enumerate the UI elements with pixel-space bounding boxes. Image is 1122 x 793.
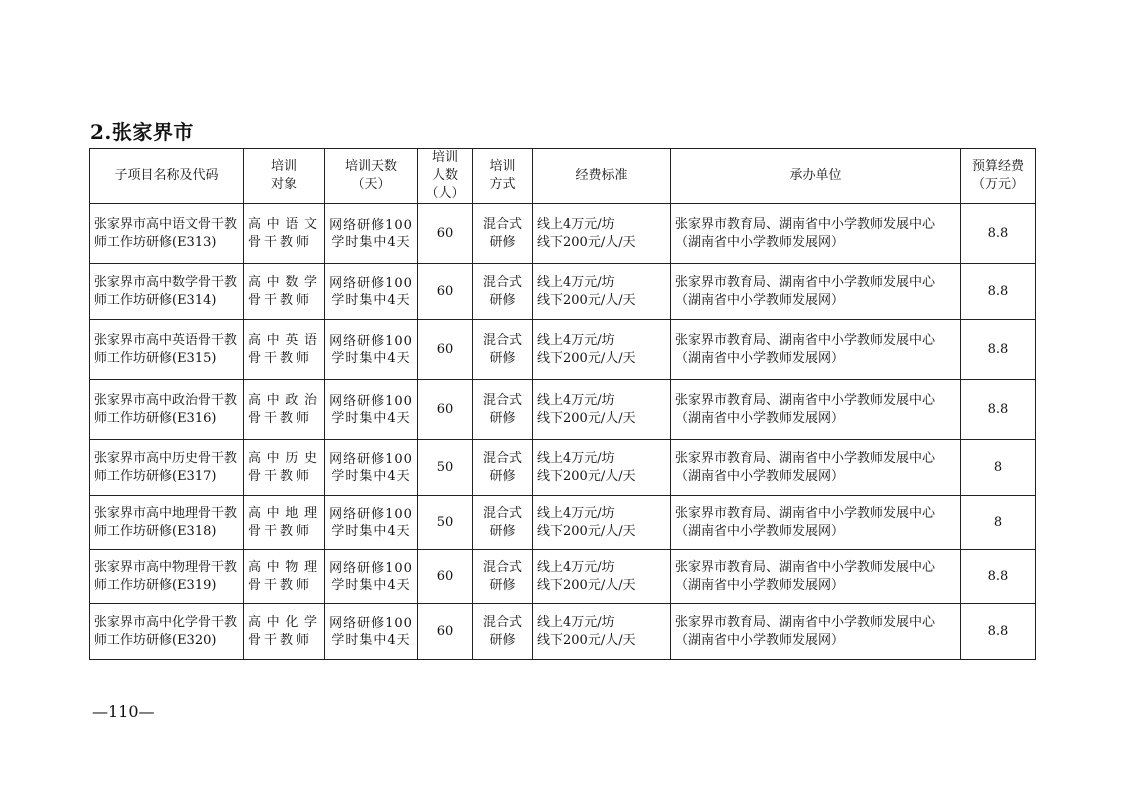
cell-project-name: 张家界市高中政治骨干教师工作坊研修(E316) <box>90 380 244 440</box>
cell-organizer: 张家界市教育局、湖南省中小学教师发展中心（湖南省中小学教师发展网） <box>671 496 961 550</box>
standard-online: 线上4万元/坊 <box>537 614 615 630</box>
cell-project-name: 张家界市高中英语骨干教师工作坊研修(E315) <box>90 320 244 380</box>
page-number: —110— <box>92 702 155 721</box>
cell-organizer: 张家界市教育局、湖南省中小学教师发展中心（湖南省中小学教师发展网） <box>671 380 961 440</box>
standard-offline: 线下200元/人/天 <box>537 410 636 426</box>
cell-organizer: 张家界市教育局、湖南省中小学教师发展中心（湖南省中小学教师发展网） <box>671 320 961 380</box>
table-row <box>90 204 1036 264</box>
cell-target: 高中化学骨干教师 <box>244 604 325 660</box>
cell-days: 网络研修100学时集中4天 <box>325 550 418 604</box>
standard-online: 线上4万元/坊 <box>537 332 615 348</box>
cell-target: 高中数学骨干教师 <box>244 264 325 320</box>
header-target: 培训 对象 <box>244 149 325 204</box>
cell-organizer: 张家界市教育局、湖南省中小学教师发展中心（湖南省中小学教师发展网） <box>671 264 961 320</box>
standard-offline: 线下200元/人/天 <box>537 577 636 593</box>
cell-mode: 混合式研修 <box>473 496 533 550</box>
standard-online: 线上4万元/坊 <box>537 450 615 466</box>
standard-online: 线上4万元/坊 <box>537 505 615 521</box>
cell-count: 60 <box>418 380 473 440</box>
standard-offline: 线下200元/人/天 <box>537 234 636 250</box>
cell-budget: 8 <box>961 440 1036 496</box>
cell-standard <box>533 550 671 604</box>
cell-mode: 混合式研修 <box>473 604 533 660</box>
header-organizer: 承办单位 <box>671 149 961 204</box>
cell-mode: 混合式研修 <box>473 380 533 440</box>
cell-days: 网络研修100学时集中4天 <box>325 440 418 496</box>
cell-organizer: 张家界市教育局、湖南省中小学教师发展中心（湖南省中小学教师发展网） <box>671 440 961 496</box>
cell-count: 60 <box>418 264 473 320</box>
standard-offline: 线下200元/人/天 <box>537 468 636 484</box>
cell-project-name: 张家界市高中物理骨干教师工作坊研修(E319) <box>90 550 244 604</box>
cell-budget: 8.8 <box>961 604 1036 660</box>
table-row <box>90 264 1036 320</box>
standard-offline: 线下200元/人/天 <box>537 350 636 366</box>
cell-mode: 混合式研修 <box>473 320 533 380</box>
header-standard: 经费标准 <box>533 149 671 204</box>
cell-budget: 8.8 <box>961 204 1036 264</box>
cell-days: 网络研修100学时集中4天 <box>325 320 418 380</box>
cell-project-name: 张家界市高中化学骨干教师工作坊研修(E320) <box>90 604 244 660</box>
header-count: 培训 人数 （人） <box>418 149 473 204</box>
cell-days: 网络研修100学时集中4天 <box>325 496 418 550</box>
cell-standard <box>533 496 671 550</box>
standard-online: 线上4万元/坊 <box>537 274 615 290</box>
cell-count: 60 <box>418 550 473 604</box>
cell-standard <box>533 264 671 320</box>
cell-count: 60 <box>418 604 473 660</box>
table-row <box>90 380 1036 440</box>
cell-mode: 混合式研修 <box>473 440 533 496</box>
standard-offline: 线下200元/人/天 <box>537 632 636 648</box>
table-row <box>90 604 1036 660</box>
header-project-name: 子项目名称及代码 <box>90 149 244 204</box>
cell-days: 网络研修100学时集中4天 <box>325 604 418 660</box>
cell-days: 网络研修100学时集中4天 <box>325 380 418 440</box>
cell-standard <box>533 204 671 264</box>
cell-project-name: 张家界市高中数学骨干教师工作坊研修(E314) <box>90 264 244 320</box>
table-row <box>90 440 1036 496</box>
cell-standard <box>533 380 671 440</box>
cell-days: 网络研修100学时集中4天 <box>325 264 418 320</box>
cell-organizer: 张家界市教育局、湖南省中小学教师发展中心（湖南省中小学教师发展网） <box>671 204 961 264</box>
cell-project-name: 张家界市高中历史骨干教师工作坊研修(E317) <box>90 440 244 496</box>
cell-mode: 混合式研修 <box>473 264 533 320</box>
cell-organizer: 张家界市教育局、湖南省中小学教师发展中心（湖南省中小学教师发展网） <box>671 550 961 604</box>
section-heading: 2.张家界市 <box>90 120 194 144</box>
cell-project-name: 张家界市高中地理骨干教师工作坊研修(E318) <box>90 496 244 550</box>
cell-budget: 8.8 <box>961 320 1036 380</box>
header-budget: 预算经费 （万元） <box>961 149 1036 204</box>
standard-offline: 线下200元/人/天 <box>537 292 636 308</box>
cell-target: 高中地理骨干教师 <box>244 496 325 550</box>
cell-budget: 8 <box>961 496 1036 550</box>
cell-target: 高中物理骨干教师 <box>244 550 325 604</box>
cell-days: 网络研修100学时集中4天 <box>325 204 418 264</box>
standard-online: 线上4万元/坊 <box>537 559 615 575</box>
table-header-row <box>90 149 1036 204</box>
cell-budget: 8.8 <box>961 550 1036 604</box>
training-budget-table <box>89 148 1036 660</box>
cell-count: 50 <box>418 440 473 496</box>
cell-budget: 8.8 <box>961 264 1036 320</box>
standard-offline: 线下200元/人/天 <box>537 523 636 539</box>
cell-mode: 混合式研修 <box>473 550 533 604</box>
standard-online: 线上4万元/坊 <box>537 216 615 232</box>
table-row <box>90 320 1036 380</box>
cell-standard <box>533 320 671 380</box>
standard-online: 线上4万元/坊 <box>537 392 615 408</box>
cell-count: 50 <box>418 496 473 550</box>
cell-budget: 8.8 <box>961 380 1036 440</box>
cell-target: 高中英语骨干教师 <box>244 320 325 380</box>
cell-project-name: 张家界市高中语文骨干教师工作坊研修(E313) <box>90 204 244 264</box>
cell-target: 高中语文骨干教师 <box>244 204 325 264</box>
cell-target: 高中历史骨干教师 <box>244 440 325 496</box>
cell-target: 高中政治骨干教师 <box>244 380 325 440</box>
cell-mode: 混合式研修 <box>473 204 533 264</box>
table-row <box>90 496 1036 550</box>
cell-count: 60 <box>418 204 473 264</box>
cell-standard <box>533 440 671 496</box>
table-row <box>90 550 1036 604</box>
header-days: 培训天数 （天） <box>325 149 418 204</box>
cell-count: 60 <box>418 320 473 380</box>
cell-organizer: 张家界市教育局、湖南省中小学教师发展中心（湖南省中小学教师发展网） <box>671 604 961 660</box>
cell-standard <box>533 604 671 660</box>
header-mode: 培训 方式 <box>473 149 533 204</box>
